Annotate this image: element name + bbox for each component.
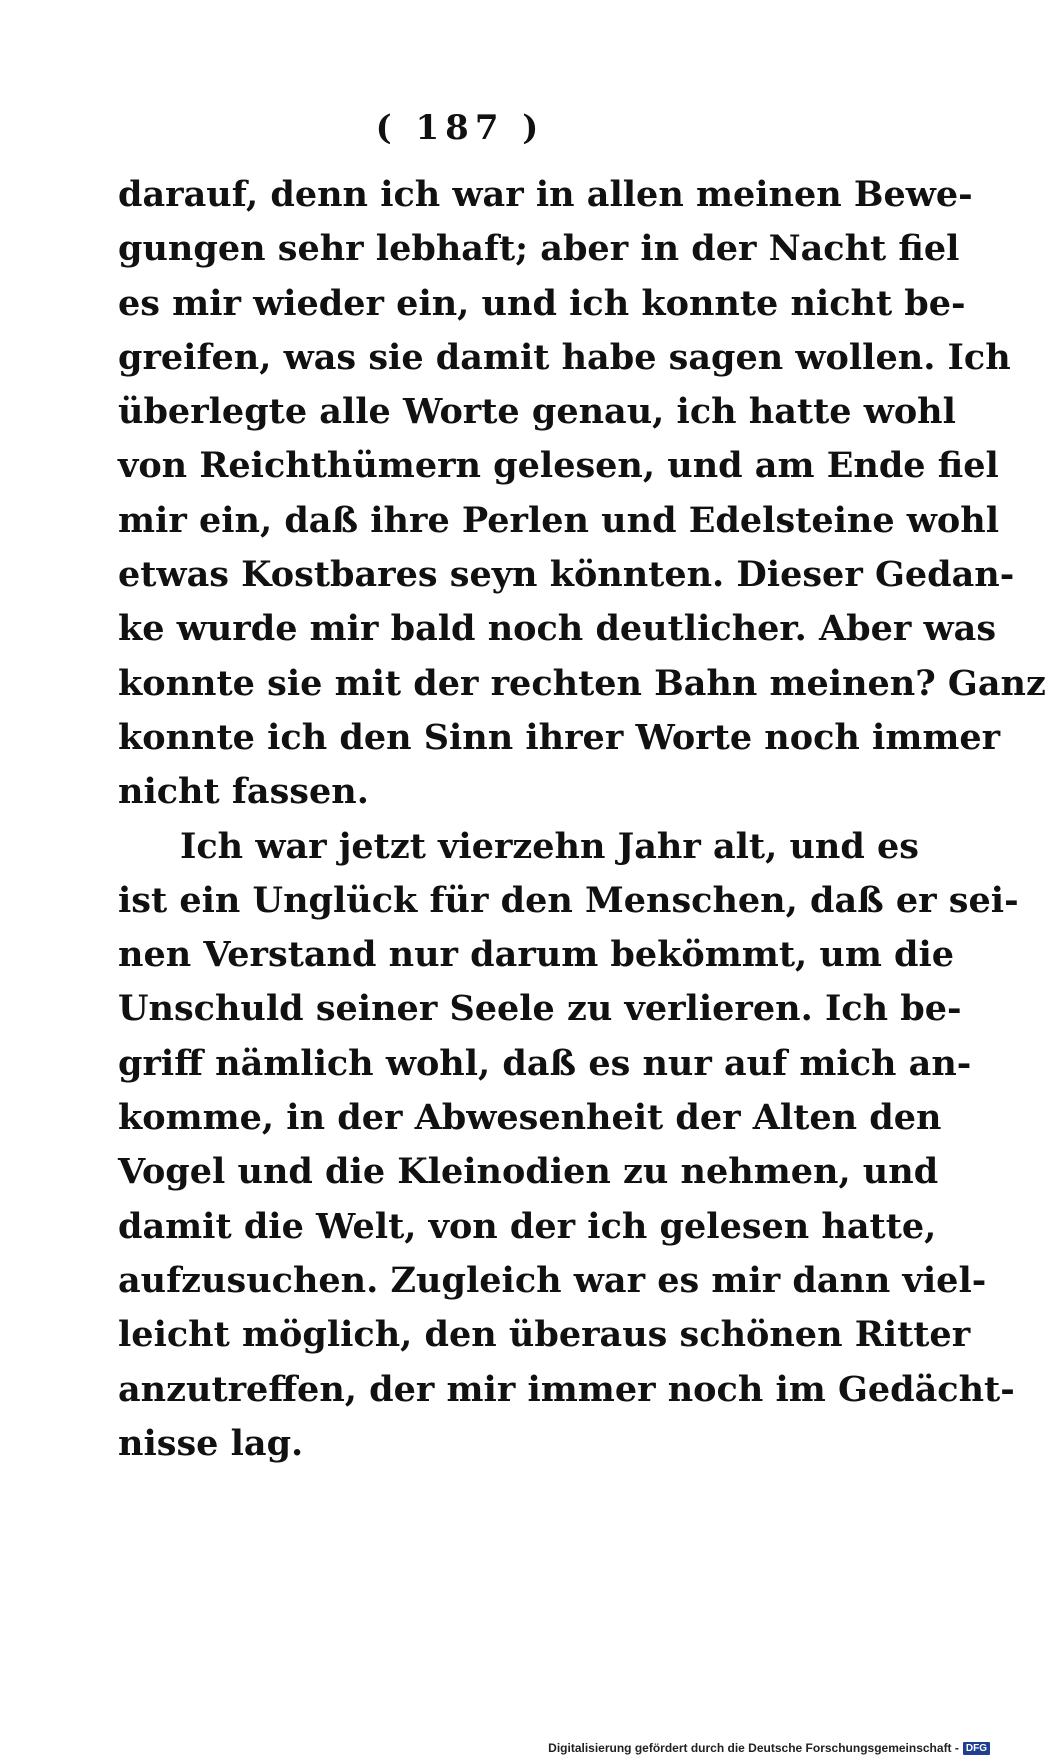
text-line: konnte sie mit der rechten Bahn meinen? Ganz [118, 662, 1046, 704]
text-line: nen Verstand nur darum bekömmt, um die [118, 934, 955, 976]
text-line: ke wurde mir bald noch deutlicher. Aber was [118, 608, 997, 650]
text-line: von Reichthümern gelesen, und am Ende fiel [118, 445, 999, 487]
page-number: ( 187 ) [375, 108, 545, 148]
text-line: griff nämlich wohl, daß es nur auf mich an- [118, 1042, 972, 1084]
text-line: darauf, denn ich war in allen meinen Bewe- [118, 174, 973, 215]
text-line: ist ein Unglück für den Menschen, daß er sei- [118, 879, 1019, 921]
text-line: nicht fassen. [118, 771, 369, 813]
text-line: aufzusuchen. Zugleich war es mir dann viel- [118, 1259, 987, 1301]
text-line: Ich war jetzt vierzehn Jahr alt, und es [180, 825, 919, 867]
text-line: anzutreffen, der mir immer noch im Gedächt- [118, 1368, 1015, 1410]
text-line: nisse lag. [118, 1422, 304, 1464]
digitization-credit-text: Digitalisierung gefördert durch die Deutsche Forschungsgemeinschaft - [548, 1741, 959, 1755]
text-line: leicht möglich, den überaus schönen Ritter [118, 1314, 971, 1356]
text-line: konnte ich den Sinn ihrer Worte noch immer [118, 716, 1001, 758]
text-line: mir ein, daß ihre Perlen und Edelsteine wohl [118, 499, 999, 541]
text-line: gungen sehr lebhaft; aber in der Nacht fiel [118, 228, 960, 270]
text-line: überlegte alle Worte genau, ich hatte wohl [118, 391, 956, 433]
text-line: greifen, was sie damit habe sagen wollen. Ich [118, 336, 1011, 378]
dfg-logo: DFG [963, 1742, 990, 1755]
text-line: Unschuld seiner Seele zu verlieren. Ich be- [118, 988, 962, 1030]
text-line: es mir wieder ein, und ich konnte nicht be- [118, 282, 966, 324]
digitization-credit [548, 1741, 990, 1755]
text-line: komme, in der Abwesenheit der Alten den [118, 1097, 942, 1139]
paragraph-2 [118, 820, 1019, 1472]
paragraph-1 [118, 168, 1046, 820]
body-text [118, 168, 1046, 1471]
text-line: etwas Kostbares seyn könnten. Dieser Gedan- [118, 554, 1015, 596]
text-line: Vogel und die Kleinodien zu nehmen, und [118, 1151, 939, 1193]
text-line: damit die Welt, von der ich gelesen hatte, [118, 1205, 937, 1247]
